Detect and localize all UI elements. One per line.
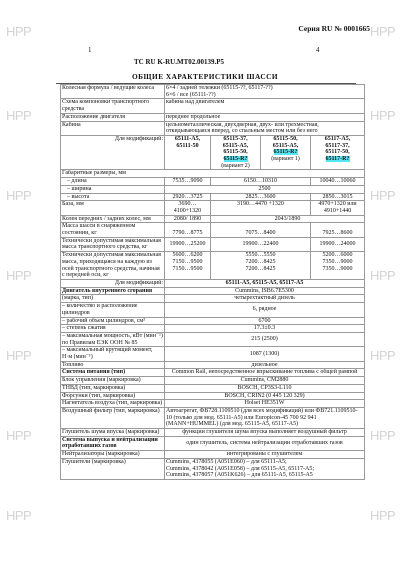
table-row (61, 193, 365, 201)
intake-muffler-label: Глушитель шума впуска (маркировка) (61, 429, 165, 437)
table-row (61, 113, 365, 121)
watermark-right: HPP (370, 188, 396, 203)
modification-col-3: 65115-50, 65115-A5, 65115-R? (вариант 1) (261, 135, 311, 170)
power-label: – максимальная мощность, кВт (мин⁻¹) по Правилам ЕЭК ООН № 85 (62, 332, 163, 346)
curb-mass-value: 7075…8400 (211, 223, 311, 237)
max-mass-label: Технически допустимая максимальная масса транспортного средства, кг (61, 237, 165, 251)
series-number: Серия RU № 0001665 (298, 24, 370, 33)
cab-value: цельнометаллическая, двухдверная, двух- или трехместная, откидывающаяся вперед, со спальным местом или без него (165, 121, 365, 135)
highlight-mark: 65115-R? (273, 149, 298, 156)
table-row (61, 429, 365, 437)
page-number-right: 4 (316, 46, 320, 54)
table-row (61, 237, 365, 251)
table-row (61, 215, 365, 223)
table-row (61, 121, 365, 135)
table-row (61, 178, 365, 186)
power-value: 215 (2500) (165, 332, 365, 346)
wheel-formula-value: 6×4 / задней тележки (65115-??, 65117-??) 6×6 / все (65111-??) (165, 85, 365, 99)
curb-mass-value: 7925…8600 (311, 223, 365, 237)
axle-mass-value: 5200…6000 7350…9000 7350…9000 (311, 252, 365, 280)
length-value: 7535…9090 (165, 178, 211, 186)
muffler-values: Cummins, 4378055 (A051E060) – для 65111-A5; Cummins, 4378042 (A051E058) – для 65115-A5, 65117-A5; Cummins, 4378057 (A051K626) – для 65111-A5, 65115-A5 (165, 458, 365, 479)
curb-mass-value: 7790…8775 (165, 223, 211, 237)
table-row (61, 85, 365, 99)
pump-label: ТНВД (тип, маркировка) (61, 384, 165, 392)
length-value: 10040…10060 (311, 178, 365, 186)
layout-value: кабина над двигателем (165, 99, 365, 113)
table-row (61, 325, 365, 333)
cab-label: Кабина (61, 121, 165, 135)
watermark-right: HPP (370, 348, 396, 363)
watermark-left: HPP (6, 188, 32, 203)
watermark-right: HPP (370, 508, 396, 523)
displacement-label: – рабочий объем цилиндров, см³ (61, 317, 165, 325)
watermark-right: HPP (370, 268, 396, 283)
section-title: ОБЩИЕ ХАРАКТЕРИСТИКИ ШАССИ (132, 72, 279, 81)
watermark-left: HPP (6, 508, 32, 523)
watermark-right: HPP (370, 428, 396, 443)
table-row (61, 317, 365, 325)
engine-position-value: переднее продольное (165, 113, 365, 121)
table-row (61, 303, 365, 317)
engine-type-value: четырехтактный дизель (165, 295, 365, 303)
spec-table (60, 84, 365, 480)
modifications-label: Для модификаций: (61, 279, 165, 287)
table-row (61, 332, 365, 346)
engine-label: Двигатель внутреннего сгорания (61, 287, 165, 295)
ecu-value: Cummins, CM2880 (165, 377, 365, 385)
base-value: 3690…4100+1320 (165, 201, 211, 215)
layout-label: Схема компоновки транспортного средства (61, 99, 165, 113)
table-row (61, 384, 365, 392)
width-label: – ширина (61, 185, 165, 193)
fuel-label: Топливо (61, 361, 165, 369)
max-mass-value: 19900…22400 (211, 237, 311, 251)
height-value: 2920…3725 (165, 193, 211, 201)
compression-value: 17.3±0.3 (165, 325, 365, 333)
turbo-value: Holset HE351W (165, 400, 365, 408)
injectors-label: Форсунки (тип, маркировка) (61, 392, 165, 400)
engine-position-label: Расположение двигателя (61, 113, 165, 121)
torque-value: 1087 (1300) (165, 347, 365, 361)
table-row (61, 252, 365, 280)
table-row (61, 201, 365, 215)
highlight-mark: 65117-R? (325, 156, 350, 163)
exhaust-label: Система выпуска и нейтрализации отработавших газов (61, 436, 165, 450)
torque-label: – максимальный крутящий момент, Н·м (мин⁻¹) (61, 347, 165, 361)
track-value: 2043/1890 (211, 215, 365, 223)
track-label: Колея передних / задних колес, мм (61, 215, 165, 223)
air-filter-value: Автоагрегат, ФВ728.1109510 (для всех модификаций) или ФВ721.1109510-10 (только для мод. 65111-A5) или Europicon-45 700 92 941 (MANN+HUMMEL) (для мод. 65115-A5, 65117-A5) (165, 407, 365, 428)
table-row (61, 400, 365, 408)
max-mass-value: 19900…25200 (165, 237, 211, 251)
exhaust-value: один глушитель, система нейтрализации отработавших газов (165, 436, 365, 450)
modification-col-2: 65115-37, 65115-A5, 65115-50, 65115-R? (вариант 2) (211, 135, 261, 170)
modifications-label: Для модификаций: (61, 135, 165, 170)
turbo-label: Нагнетатель воздуха (тип, маркировка) (61, 400, 165, 408)
intake-muffler-value: функции глушителя шума впуска выполняет воздушный фильтр (165, 429, 365, 437)
highlight-mark: 65115-R? (223, 156, 248, 163)
cylinders-value: 6, рядное (165, 303, 365, 317)
table-row (61, 295, 365, 303)
track-value: 2080/ 1890 (165, 215, 211, 223)
neutralizer-label: Нейтрализаторы (маркировка) (61, 451, 165, 459)
wheel-formula-label: Колесная формула / ведущие колеса (61, 85, 165, 99)
height-label: – высота (61, 193, 165, 201)
cylinders-label: – количество и расположение цилиндров (61, 303, 165, 317)
document-number: TC RU K-RU.MT02.00139.P5 (134, 58, 225, 66)
watermark-left: HPP (6, 24, 32, 39)
muffler-label: Глушители (маркировка) (61, 458, 165, 479)
engine-type-label: (марка, тип) (61, 295, 165, 303)
length-label: – длина (61, 178, 165, 186)
table-row (61, 392, 365, 400)
table-row (61, 287, 365, 295)
modifications-value: 65111-A5, 65115-A5, 65117-A5 (165, 279, 365, 287)
height-value: 2825…3600 (211, 193, 311, 201)
watermark-left: HPP (6, 268, 32, 283)
watermark-right: HPP (370, 108, 396, 123)
watermark-left: HPP (6, 428, 32, 443)
watermark-left: HPP (6, 108, 32, 123)
injectors-value: BOSCH, CRIN2 (0 445 120 329) (165, 392, 365, 400)
table-row (61, 223, 365, 237)
modification-col-4: 65117-A5, 65117-37, 65117-50, 65117-R? (311, 135, 365, 170)
engine-value: Cummins, ISB6.7E5300 (165, 287, 365, 295)
base-label: База, мм (61, 201, 165, 215)
air-filter-label: Воздушный фильтр (тип, маркировка) (61, 407, 165, 428)
table-row (61, 369, 365, 377)
fuel-system-value: Common Rail, непосредственное впрыскивание топлива с общей рампой (165, 369, 365, 377)
axle-mass-value: 5550…5550 7200…8425 7200…8425 (211, 252, 311, 280)
fuel-system-label: Система питания (тип) (61, 369, 165, 377)
table-row (61, 361, 365, 369)
pump-value: BOSCH, CP3S3-L110 (165, 384, 365, 392)
modifications-row (61, 279, 365, 287)
base-value: 4970+1320 или 4910+1440 (311, 201, 365, 215)
ecu-label: Блок управления (маркировка) (61, 377, 165, 385)
width-value: 2500 (165, 185, 365, 193)
length-value: 6150…10310 (211, 178, 311, 186)
axle-mass-label: Технически допустимая максимальная масса, приходящаяся на каждую из осей транспортного средства, начиная с передней оси, кг (61, 252, 165, 280)
watermark-right: HPP (370, 24, 396, 39)
table-row (61, 458, 365, 479)
page-number-left: 1 (88, 46, 92, 54)
max-mass-value: 19900…24000 (311, 237, 365, 251)
fuel-value: дизельное (165, 361, 365, 369)
compression-label: – степень сжатия (61, 325, 165, 333)
table-row (61, 347, 365, 361)
table-row (61, 99, 365, 113)
table-row (61, 436, 365, 450)
table-row (61, 185, 365, 193)
base-value: 3190…4470 +1320 (211, 201, 311, 215)
table-row (61, 170, 365, 178)
modification-col-1: 65111-A5, 65111-50 (165, 135, 211, 170)
table-row (61, 451, 365, 459)
height-value: 2850…3015 (311, 193, 365, 201)
axle-mass-value: 5600…6200 7150…9500 7150…9500 (165, 252, 211, 280)
modifications-row (61, 135, 365, 170)
neutralizer-value: интегрированы с глушителем (165, 451, 365, 459)
watermark-left: HPP (6, 348, 32, 363)
table-row (61, 377, 365, 385)
displacement-value: 6700 (165, 317, 365, 325)
curb-mass-label: Масса шасси в снаряженном состоянии, кг (61, 223, 165, 237)
table-row (61, 407, 365, 428)
dimensions-label: Габаритные размеры, мм (61, 170, 365, 178)
